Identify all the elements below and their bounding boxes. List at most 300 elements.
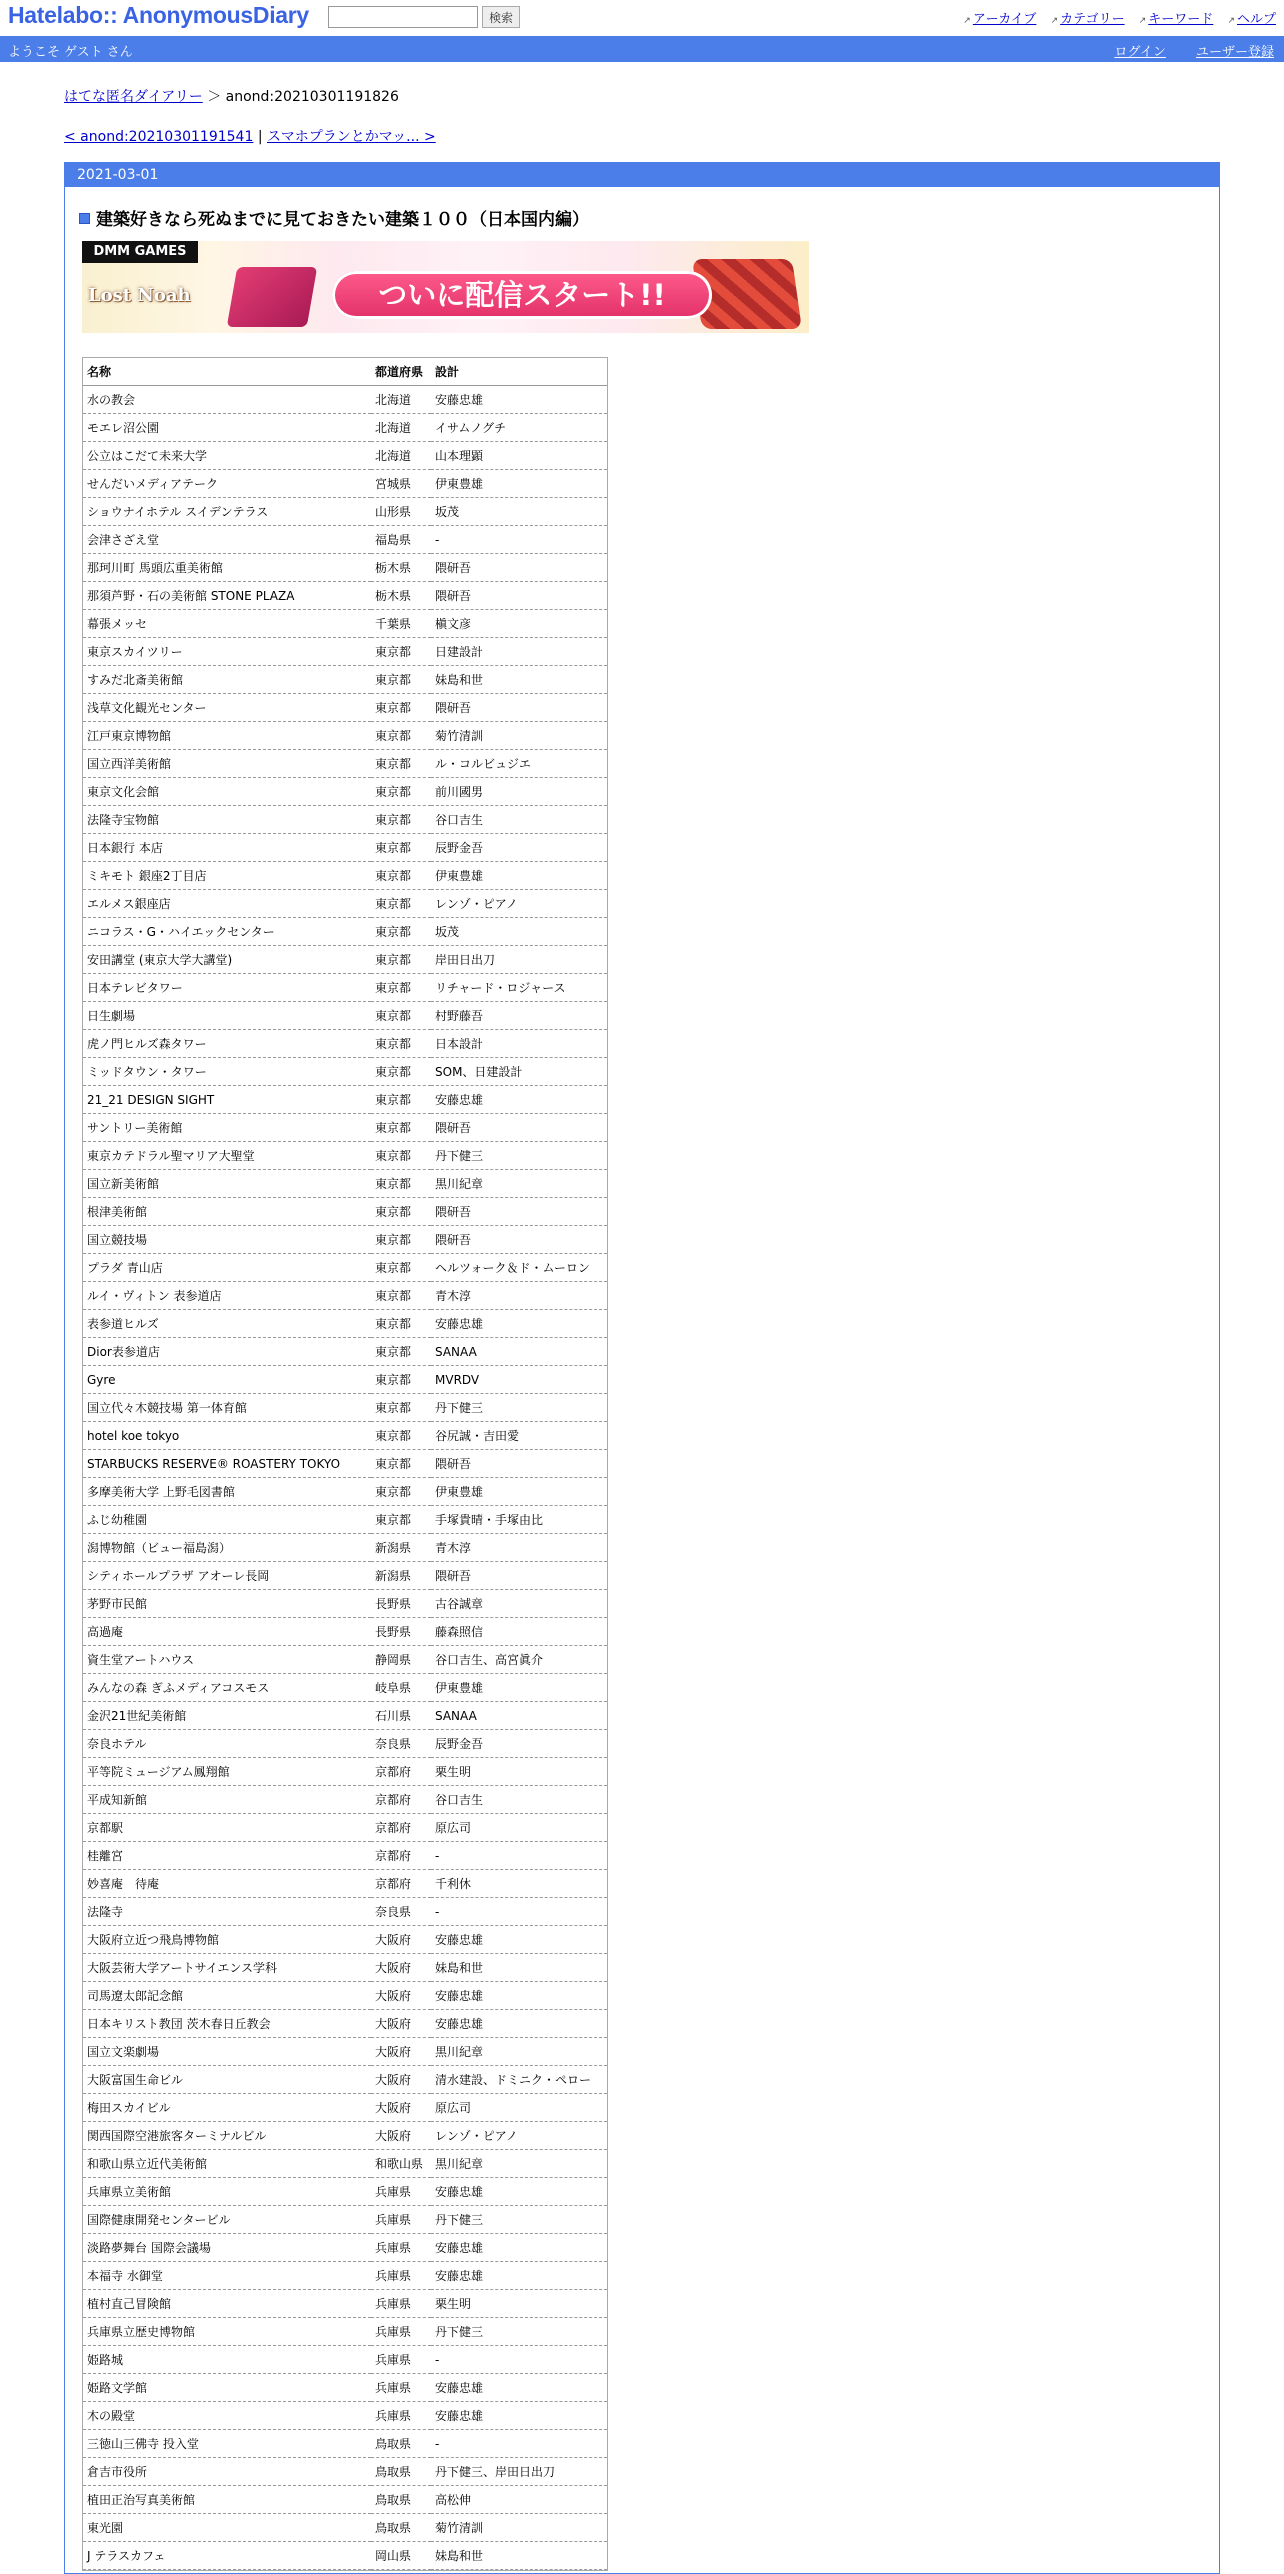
cell-name: ふじ幼稚園	[83, 1506, 371, 1534]
cell-name: 東京スカイツリー	[83, 638, 371, 666]
cell-designer: 日建設計	[431, 638, 607, 666]
cell-prefecture: 鳥取県	[371, 2486, 431, 2514]
cell-designer: 丹下健三	[431, 1394, 607, 1422]
cell-designer: 谷尻誠・吉田愛	[431, 1422, 607, 1450]
cell-name: 木の殿堂	[83, 2402, 371, 2430]
cell-designer: 黒川紀章	[431, 2038, 607, 2066]
cell-name: 関西国際空港旅客ターミナルビル	[83, 2122, 371, 2150]
cell-prefecture: 東京都	[371, 1170, 431, 1198]
cell-designer: 手塚貴晴・手塚由比	[431, 1506, 607, 1534]
table-row	[83, 2178, 607, 2206]
table-row	[83, 1618, 607, 1646]
cell-prefecture: 東京都	[371, 666, 431, 694]
cell-prefecture: 大阪府	[371, 1926, 431, 1954]
cell-designer: 妹島和世	[431, 2542, 607, 2570]
cell-designer: SOM、日建設計	[431, 1058, 607, 1086]
cell-name: 資生堂アートハウス	[83, 1646, 371, 1674]
cell-name: 梅田スカイビル	[83, 2094, 371, 2122]
cell-prefecture: 東京都	[371, 1394, 431, 1422]
table-row	[83, 2262, 607, 2290]
cell-name: 金沢21世紀美術館	[83, 1702, 371, 1730]
cell-designer: 千利休	[431, 1870, 607, 1898]
architecture-table	[82, 357, 608, 2571]
entry-title[interactable]	[79, 205, 589, 230]
table-row	[83, 946, 607, 974]
cell-prefecture: 長野県	[371, 1618, 431, 1646]
cell-designer: レンゾ・ピアノ	[431, 2122, 607, 2150]
cell-designer: -	[431, 1898, 607, 1926]
table-row	[83, 1730, 607, 1758]
table-row	[83, 1506, 607, 1534]
cell-name: Gyre	[83, 1366, 371, 1394]
cell-name: 国立競技場	[83, 1226, 371, 1254]
cell-designer: 岸田日出刀	[431, 946, 607, 974]
cell-prefecture: 京都府	[371, 1814, 431, 1842]
table-row	[83, 1926, 607, 1954]
arrow-icon: ↗	[1138, 16, 1147, 26]
cell-name: 兵庫県立美術館	[83, 2178, 371, 2206]
table-row	[83, 2318, 607, 2346]
cell-designer: 黒川紀章	[431, 1170, 607, 1198]
table-row	[83, 1646, 607, 1674]
cell-designer: 谷口吉生	[431, 806, 607, 834]
cell-designer: 隈研吾	[431, 554, 607, 582]
cell-designer: MVRDV	[431, 1366, 607, 1394]
header-name: 名称	[83, 358, 371, 386]
cell-designer: 安藤忠雄	[431, 2234, 607, 2262]
cell-designer: 安藤忠雄	[431, 1982, 607, 2010]
cell-prefecture: 東京都	[371, 778, 431, 806]
cell-name: 本福寺 水御堂	[83, 2262, 371, 2290]
cell-prefecture: 新潟県	[371, 1562, 431, 1590]
cell-name: 淡路夢舞台 国際会議場	[83, 2234, 371, 2262]
cell-prefecture: 兵庫県	[371, 2290, 431, 2318]
cell-name: 姫路城	[83, 2346, 371, 2374]
cell-designer: 安藤忠雄	[431, 2374, 607, 2402]
cell-prefecture: 東京都	[371, 1226, 431, 1254]
cell-name: 大阪府立近つ飛鳥博物館	[83, 1926, 371, 1954]
table-row	[83, 1282, 607, 1310]
cell-prefecture: 奈良県	[371, 1898, 431, 1926]
table-row	[83, 610, 607, 638]
cell-prefecture: 大阪府	[371, 2038, 431, 2066]
cell-prefecture: 京都府	[371, 1758, 431, 1786]
cell-name: 国立代々木競技場 第一体育館	[83, 1394, 371, 1422]
cell-prefecture: 京都府	[371, 1870, 431, 1898]
cell-designer: 隈研吾	[431, 1114, 607, 1142]
table-row	[83, 1702, 607, 1730]
cell-prefecture: 奈良県	[371, 1730, 431, 1758]
nav-help-link[interactable]: ヘルプ	[1236, 12, 1276, 27]
cell-name: みんなの森 ぎふメディアコスモス	[83, 1674, 371, 1702]
cell-name: Dior表参道店	[83, 1338, 371, 1366]
cell-designer: 隈研吾	[431, 1198, 607, 1226]
site-logo[interactable]: Hatelabo:: AnonymousDiary	[8, 2, 309, 28]
cell-designer: -	[431, 2430, 607, 2458]
nav-keyword[interactable]	[1139, 12, 1214, 27]
header-prefecture: 都道府県	[371, 358, 431, 386]
search-input[interactable]	[328, 6, 478, 28]
ad-headline: ついに配信スタート!!	[332, 271, 712, 319]
cell-prefecture: 北海道	[371, 414, 431, 442]
table-row	[83, 666, 607, 694]
cell-name: 日本キリスト教団 茨木春日丘教会	[83, 2010, 371, 2038]
cell-prefecture: 東京都	[371, 890, 431, 918]
table-row	[83, 1562, 607, 1590]
table-row	[83, 386, 607, 414]
day-date: 2021-03-01	[65, 163, 1219, 187]
nav-archive-link[interactable]: アーカイブ	[972, 12, 1037, 27]
table-row	[83, 1422, 607, 1450]
cell-name: 大阪富国生命ビル	[83, 2066, 371, 2094]
cell-name: すみだ北斎美術館	[83, 666, 371, 694]
cell-prefecture: 東京都	[371, 638, 431, 666]
cell-designer: 安藤忠雄	[431, 2178, 607, 2206]
cell-name: 司馬遼太郎記念館	[83, 1982, 371, 2010]
table-row	[83, 1086, 607, 1114]
cell-designer: 村野藤吾	[431, 1002, 607, 1030]
nav-category-link[interactable]: カテゴリー	[1060, 12, 1125, 27]
table-row	[83, 1114, 607, 1142]
cell-prefecture: 岐阜県	[371, 1674, 431, 1702]
cell-prefecture: 千葉県	[371, 610, 431, 638]
table-row	[83, 2374, 607, 2402]
cell-name: STARBUCKS RESERVE® ROASTERY TOKYO	[83, 1450, 371, 1478]
cell-designer: 古谷誠章	[431, 1590, 607, 1618]
arrow-icon: ↗	[1227, 16, 1235, 26]
arrow-icon: ↗	[1050, 16, 1059, 26]
cell-name: 東京カテドラル聖マリア大聖堂	[83, 1142, 371, 1170]
cell-designer: 安藤忠雄	[431, 2402, 607, 2430]
cell-name: 安田講堂 (東京大学大講堂)	[83, 946, 371, 974]
cell-designer: 原広司	[431, 2094, 607, 2122]
table-row	[83, 2066, 607, 2094]
cell-prefecture: 東京都	[371, 1506, 431, 1534]
table-row	[83, 1338, 607, 1366]
welcome-text: ようこそ ゲスト さん	[8, 45, 133, 60]
cell-prefecture: 福島県	[371, 526, 431, 554]
entry-title-text: 建築好きなら死ぬまでに見ておきたい建築１００（日本国内編）	[96, 210, 589, 230]
nav-help[interactable]	[1227, 12, 1276, 27]
cell-name: 法隆寺	[83, 1898, 371, 1926]
cell-name: 那須芦野・石の美術館 STONE PLAZA	[83, 582, 371, 610]
cell-name: 妙喜庵 待庵	[83, 1870, 371, 1898]
cell-name: 水の教会	[83, 386, 371, 414]
cell-designer: -	[431, 526, 607, 554]
cell-designer: 坂茂	[431, 498, 607, 526]
cell-designer: 谷口吉生	[431, 1786, 607, 1814]
cell-designer: 丹下健三、岸田日出刀	[431, 2458, 607, 2486]
table-row	[83, 2122, 607, 2150]
next-entry-link[interactable]: スマホプランとかマッ... >	[267, 129, 436, 145]
cell-prefecture: 山形県	[371, 498, 431, 526]
table-row	[83, 1674, 607, 1702]
breadcrumb-separator: ＞	[207, 89, 222, 105]
cell-designer: 隈研吾	[431, 1226, 607, 1254]
cell-name: 東光園	[83, 2514, 371, 2542]
cell-designer: 隈研吾	[431, 582, 607, 610]
cell-prefecture: 大阪府	[371, 1982, 431, 2010]
cell-name: 潟博物館（ビュー福島潟）	[83, 1534, 371, 1562]
cell-prefecture: 鳥取県	[371, 2458, 431, 2486]
table-row	[83, 526, 607, 554]
table-row	[83, 2430, 607, 2458]
cell-designer: 安藤忠雄	[431, 1086, 607, 1114]
table-row	[83, 1758, 607, 1786]
cell-name: 平成知新館	[83, 1786, 371, 1814]
cell-prefecture: 北海道	[371, 386, 431, 414]
cell-prefecture: 栃木県	[371, 554, 431, 582]
cell-designer: 菊竹清訓	[431, 2514, 607, 2542]
cell-prefecture: 東京都	[371, 1030, 431, 1058]
cell-prefecture: 大阪府	[371, 2122, 431, 2150]
cell-name: 日本テレビタワー	[83, 974, 371, 1002]
table-row	[83, 2290, 607, 2318]
cell-name: 植村直己冒険館	[83, 2290, 371, 2318]
table-row	[83, 2206, 607, 2234]
table-row	[83, 1982, 607, 2010]
cell-prefecture: 東京都	[371, 1198, 431, 1226]
table-body	[83, 386, 607, 2570]
cell-designer: イサムノグチ	[431, 414, 607, 442]
cell-name: シティホールプラザ アオーレ長岡	[83, 1562, 371, 1590]
cell-designer: 高松伸	[431, 2486, 607, 2514]
breadcrumb-home[interactable]: はてな匿名ダイアリー	[64, 89, 203, 105]
cell-designer: 伊東豊雄	[431, 1478, 607, 1506]
cell-name: せんだいメディアテーク	[83, 470, 371, 498]
table-row	[83, 2542, 607, 2570]
table-row	[83, 1898, 607, 1926]
cell-designer: 菊竹清訓	[431, 722, 607, 750]
cell-name: 日生劇場	[83, 1002, 371, 1030]
table-row	[83, 1870, 607, 1898]
cell-prefecture: 東京都	[371, 1142, 431, 1170]
cell-name: プラダ 青山店	[83, 1254, 371, 1282]
table-row	[83, 554, 607, 582]
cell-designer: 青木淳	[431, 1282, 607, 1310]
table-row	[83, 1170, 607, 1198]
table-row	[83, 974, 607, 1002]
table-row	[83, 2010, 607, 2038]
cell-name: エルメス銀座店	[83, 890, 371, 918]
ad-game-logo: Lost Noah	[88, 285, 191, 306]
table-row	[83, 1450, 607, 1478]
cell-designer: 安藤忠雄	[431, 2010, 607, 2038]
user-bar	[0, 36, 1284, 62]
cell-name: 三徳山三佛寺 投入堂	[83, 2430, 371, 2458]
table-row	[83, 1786, 607, 1814]
nav-keyword-link[interactable]: キーワード	[1148, 12, 1214, 27]
cell-name: 日本銀行 本店	[83, 834, 371, 862]
cell-prefecture: 京都府	[371, 1842, 431, 1870]
cell-designer: 安藤忠雄	[431, 386, 607, 414]
ad-banner[interactable]	[82, 241, 809, 333]
cell-designer: 安藤忠雄	[431, 1310, 607, 1338]
cell-designer: 山本理顕	[431, 442, 607, 470]
table-row	[83, 1226, 607, 1254]
cell-name: 平等院ミュージアム鳳翔館	[83, 1758, 371, 1786]
cell-prefecture: 鳥取県	[371, 2430, 431, 2458]
cell-designer: SANAA	[431, 1702, 607, 1730]
table-row	[83, 1814, 607, 1842]
table-row	[83, 1198, 607, 1226]
cell-designer: 栗生明	[431, 1758, 607, 1786]
table-row	[83, 2346, 607, 2374]
cell-prefecture: 東京都	[371, 946, 431, 974]
cell-designer: 原広司	[431, 1814, 607, 1842]
table-row	[83, 2094, 607, 2122]
cell-prefecture: 東京都	[371, 1114, 431, 1142]
table-row	[83, 1142, 607, 1170]
cell-prefecture: 東京都	[371, 1450, 431, 1478]
cell-name: 浅草文化観光センター	[83, 694, 371, 722]
cell-designer: 前川國男	[431, 778, 607, 806]
cell-prefecture: 東京都	[371, 806, 431, 834]
cell-prefecture: 兵庫県	[371, 2178, 431, 2206]
cell-designer: 黒川紀章	[431, 2150, 607, 2178]
cell-name: 倉吉市役所	[83, 2458, 371, 2486]
cell-name: ルイ・ヴィトン 表参道店	[83, 1282, 371, 1310]
table-row	[83, 1058, 607, 1086]
login-link[interactable]: ログイン	[1114, 45, 1166, 60]
table-row	[83, 862, 607, 890]
cell-designer: 伊東豊雄	[431, 1674, 607, 1702]
table-row	[83, 806, 607, 834]
prev-entry-link[interactable]: < anond:20210301191541	[64, 129, 254, 145]
nav-archive[interactable]	[963, 12, 1036, 27]
cell-prefecture: 東京都	[371, 1254, 431, 1282]
table-row	[83, 918, 607, 946]
cell-designer: 藤森照信	[431, 1618, 607, 1646]
cell-designer: SANAA	[431, 1338, 607, 1366]
cell-designer: 辰野金吾	[431, 1730, 607, 1758]
cell-prefecture: 北海道	[371, 442, 431, 470]
cell-name: J テラスカフェ	[83, 2542, 371, 2570]
table-row	[83, 1394, 607, 1422]
cell-designer: 青木淳	[431, 1534, 607, 1562]
cell-designer: ヘルツォーク＆ド・ムーロン	[431, 1254, 607, 1282]
table-row	[83, 2402, 607, 2430]
cell-prefecture: 宮城県	[371, 470, 431, 498]
table-row	[83, 1030, 607, 1058]
cell-prefecture: 兵庫県	[371, 2262, 431, 2290]
cell-designer: 丹下健三	[431, 1142, 607, 1170]
cell-designer: 伊東豊雄	[431, 862, 607, 890]
cell-prefecture: 東京都	[371, 1002, 431, 1030]
cell-prefecture: 東京都	[371, 1478, 431, 1506]
square-icon[interactable]	[79, 213, 90, 224]
cell-designer: 隈研吾	[431, 1450, 607, 1478]
table-row	[83, 2150, 607, 2178]
cell-prefecture: 東京都	[371, 1282, 431, 1310]
register-link[interactable]: ユーザー登録	[1195, 45, 1274, 60]
cell-name: 21_21 DESIGN SIGHT	[83, 1086, 371, 1114]
table-row	[83, 2038, 607, 2066]
day-section	[64, 162, 1220, 2574]
table-row	[83, 2458, 607, 2486]
cell-prefecture: 石川県	[371, 1702, 431, 1730]
pager-separator: |	[257, 129, 263, 145]
cell-name: モエレ沼公園	[83, 414, 371, 442]
table-row	[83, 414, 607, 442]
cell-prefecture: 東京都	[371, 1310, 431, 1338]
cell-designer: 谷口吉生、高宮眞介	[431, 1646, 607, 1674]
cell-designer: リチャード・ロジャース	[431, 974, 607, 1002]
cell-name: 根津美術館	[83, 1198, 371, 1226]
cell-name: 国立新美術館	[83, 1170, 371, 1198]
cell-name: 江戸東京博物館	[83, 722, 371, 750]
table-row	[83, 1002, 607, 1030]
table-row	[83, 694, 607, 722]
cell-name: 高過庵	[83, 1618, 371, 1646]
cell-name: 多摩美術大学 上野毛図書館	[83, 1478, 371, 1506]
cell-name: 東京文化会館	[83, 778, 371, 806]
cell-prefecture: 東京都	[371, 1422, 431, 1450]
cell-prefecture: 東京都	[371, 1058, 431, 1086]
cell-designer: 丹下健三	[431, 2318, 607, 2346]
table-row	[83, 1478, 607, 1506]
cell-name: 植田正治写真美術館	[83, 2486, 371, 2514]
cell-prefecture: 和歌山県	[371, 2150, 431, 2178]
table-row	[83, 722, 607, 750]
table-row	[83, 1954, 607, 1982]
cell-designer: 妹島和世	[431, 666, 607, 694]
table-row	[83, 1366, 607, 1394]
cell-designer: 伊東豊雄	[431, 470, 607, 498]
cell-designer: -	[431, 2346, 607, 2374]
cell-prefecture: 東京都	[371, 834, 431, 862]
cell-name: 大阪芸術大学アートサイエンス学科	[83, 1954, 371, 1982]
cell-prefecture: 栃木県	[371, 582, 431, 610]
breadcrumb-current: anond:20210301191826	[225, 89, 399, 105]
nav-category[interactable]	[1051, 12, 1125, 27]
cell-prefecture: 東京都	[371, 722, 431, 750]
cell-prefecture: 東京都	[371, 1338, 431, 1366]
cell-designer: 隈研吾	[431, 1562, 607, 1590]
cell-designer: 栗生明	[431, 2290, 607, 2318]
cell-designer: 安藤忠雄	[431, 2262, 607, 2290]
cell-prefecture: 大阪府	[371, 2094, 431, 2122]
table-row	[83, 638, 607, 666]
header-designer: 設計	[431, 358, 607, 386]
cell-designer: 日本設計	[431, 1030, 607, 1058]
cell-prefecture: 大阪府	[371, 2010, 431, 2038]
cell-prefecture: 新潟県	[371, 1534, 431, 1562]
cell-name: 国立西洋美術館	[83, 750, 371, 778]
cell-prefecture: 静岡県	[371, 1646, 431, 1674]
table-row	[83, 890, 607, 918]
cell-name: 表参道ヒルズ	[83, 1310, 371, 1338]
table-row	[83, 2514, 607, 2542]
cell-prefecture: 東京都	[371, 862, 431, 890]
table-row	[83, 2486, 607, 2514]
cell-name: 法隆寺宝物館	[83, 806, 371, 834]
cell-name: 国際健康開発センタービル	[83, 2206, 371, 2234]
table-row	[83, 2234, 607, 2262]
table-row	[83, 778, 607, 806]
cell-name: 姫路文学館	[83, 2374, 371, 2402]
table-header-row	[83, 358, 607, 386]
cell-prefecture: 岡山県	[371, 2542, 431, 2570]
ad-decoration-left	[227, 267, 318, 327]
cell-prefecture: 東京都	[371, 1366, 431, 1394]
cell-name: 兵庫県立歴史博物館	[83, 2318, 371, 2346]
table-row	[83, 834, 607, 862]
cell-designer: -	[431, 1842, 607, 1870]
cell-prefecture: 兵庫県	[371, 2234, 431, 2262]
cell-prefecture: 京都府	[371, 1786, 431, 1814]
search-button[interactable]: 検索	[482, 6, 520, 28]
